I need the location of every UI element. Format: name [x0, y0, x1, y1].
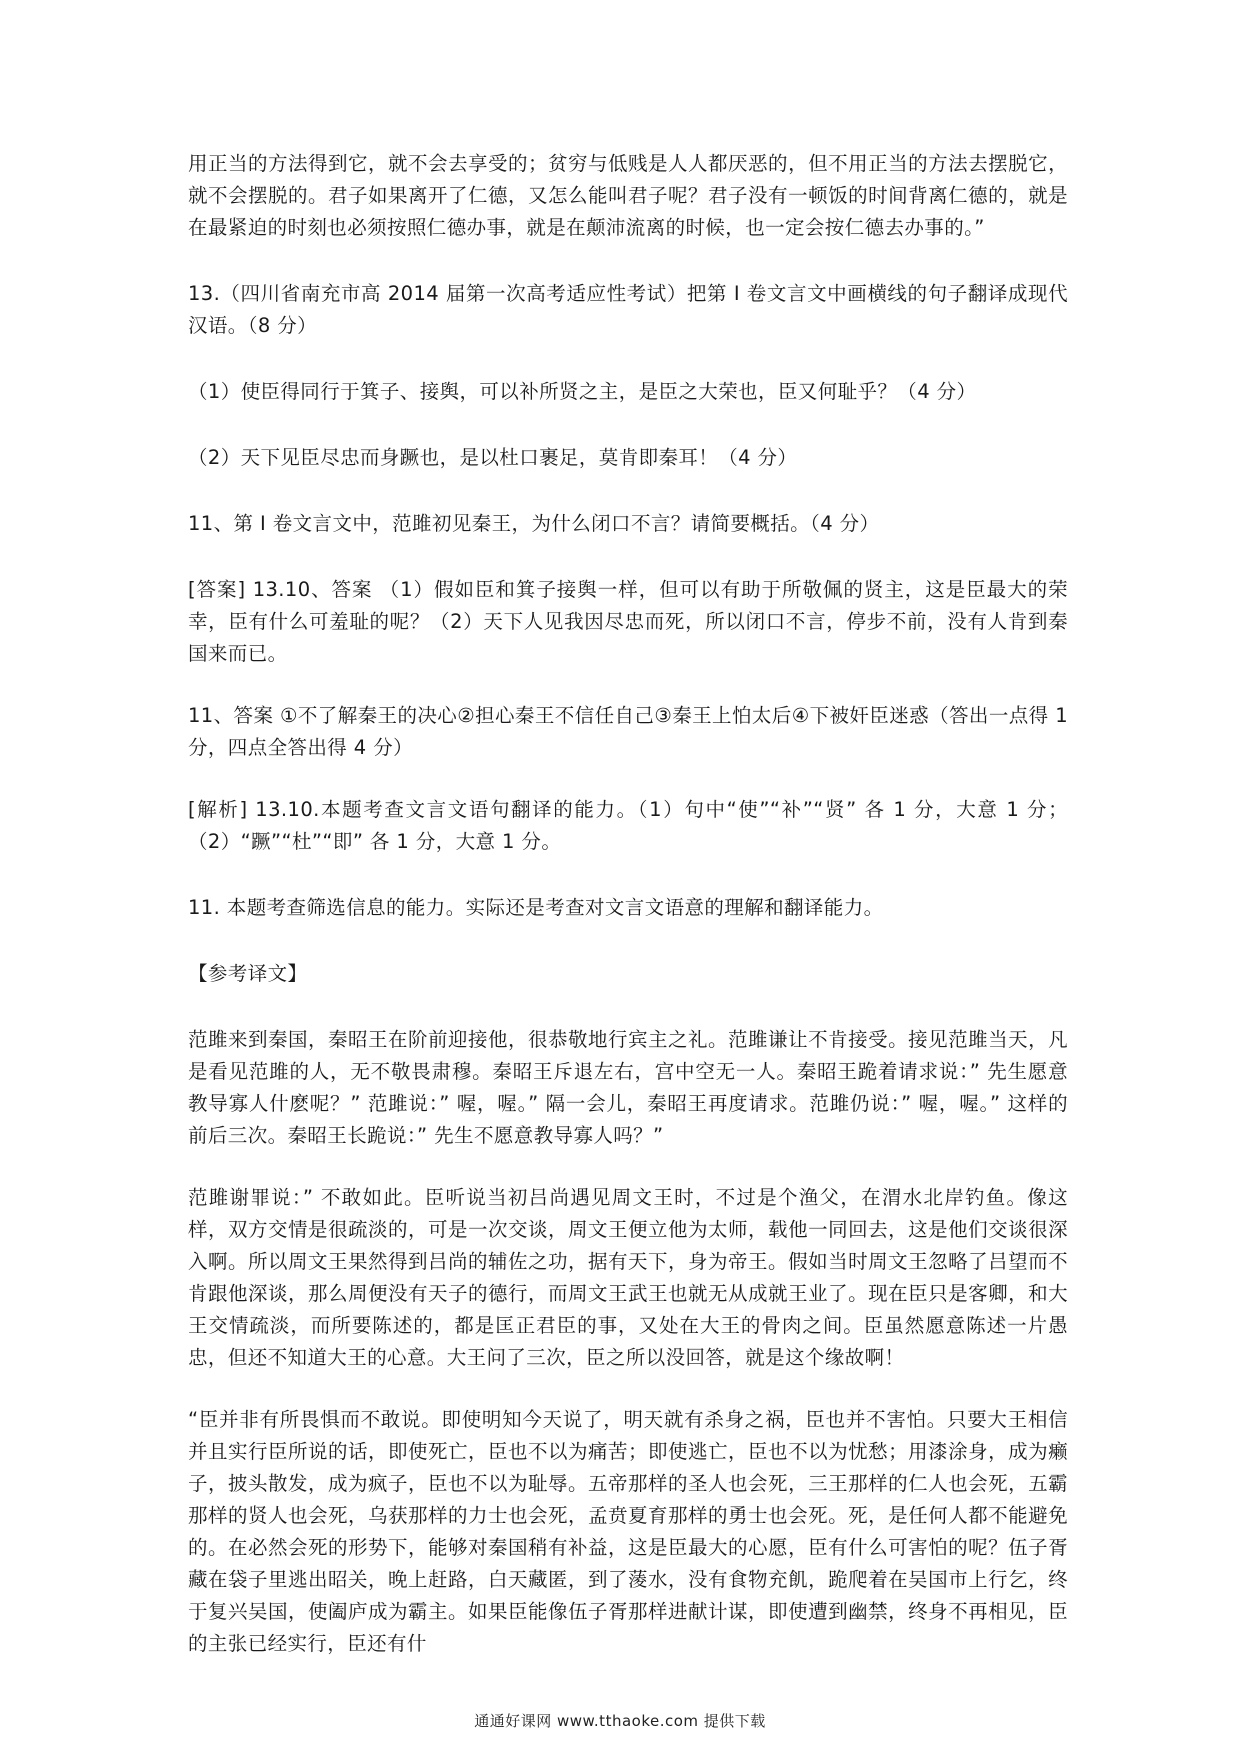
answer-11: 11、答案 ①不了解秦王的决心②担心秦王不信任自己③秦王上怕太后④下被奸臣迷惑（答出一点得 1 分，四点全答出得 4 分）	[188, 704, 1068, 759]
translation-paragraph-2: 范雎谢罪说：” 不敢如此。臣听说当初吕尚遇见周文王时，不过是个渔父，在渭水北岸钓鱼。像这样，双方交情是很疏淡的，可是一次交谈，周文王便立他为太师，载他一同回去，这是他们交谈很深入啊。所以周文王果然得到吕尚的辅佐之功，据有天下，身为帝王。假如当时周文王忽略了吕望而不肯跟他深谈，那么周便没有天子的德行，而周文王武王也就无从成就王业了。现在臣只是客卿，和大王交情疏淡，而所要陈述的，都是匡正君臣的事，又处在大王的骨肉之间。臣虽然愿意陈述一片愚忠，但还不知道大王的心意。大王问了三次，臣之所以没回答，就是这个缘故啊！	[188, 1186, 1068, 1369]
analysis-11: 11. 本题考查筛选信息的能力。实际还是考查对文言文语意的理解和翻译能力。	[188, 896, 884, 919]
translation-paragraph-3: “臣并非有所畏惧而不敢说。即使明知今天说了，明天就有杀身之祸，臣也并不害怕。只要大王相信并且实行臣所说的话，即使死亡，臣也不以为痛苦；即使逃亡，臣也不以为忧愁；用漆涂身，成为癞子，披头散发，成为疯子，臣也不以为耻辱。五帝那样的圣人也会死，三王那样的仁人也会死，五霸那样的贤人也会死，乌获那样的力士也会死，孟贲夏育那样的勇士也会死。死，是任何人都不能避免的。在必然会死的形势下，能够对秦国稍有补益，这是臣最大的心愿，臣有什么可害怕的呢？伍子胥藏在袋子里逃出昭关，晚上赶路，白天藏匿，到了蔆水，没有食物充飢，跪爬着在吴国市上行乞，终于复兴吴国，使阖庐成为霸主。如果臣能像伍子胥那样进献计谋，即使遭到幽禁，终身不再相见，臣的主张已经实行，臣还有什	[188, 1408, 1068, 1655]
translation-heading: 【参考译文】	[188, 962, 308, 985]
question-13-stem: 13.（四川省南充市高 2014 届第一次高考适应性考试）把第 I 卷文言文中画横线的句子翻译成现代汉语。（8 分）	[188, 282, 1068, 337]
paragraph-continuation: 用正当的方法得到它，就不会去享受的；贫穷与低贱是人人都厌恶的，但不用正当的方法去摆脱它，就不会摆脱的。君子如果离开了仁德，又怎么能叫君子呢？君子没有一顿饭的时间背离仁德的，就是在最紧迫的时刻也必须按照仁德办事，就是在颠沛流离的时候，也一定会按仁德去办事的。”	[188, 152, 1068, 239]
page-footer: 通通好课网 www.tthaoke.com 提供下载	[474, 1712, 766, 1730]
question-11-stem: 11、第 I 卷文言文中，范雎初见秦王，为什么闭口不言？请简要概括。（4 分）	[188, 512, 880, 535]
question-13-part-1: （1）使臣得同行于箕子、接舆，可以补所贤之主，是臣之大荣也，臣又何耻乎？（4 分）	[188, 380, 977, 403]
analysis-13: [解析] 13.10.本题考查文言文语句翻译的能力。（1）句中“使”“补”“贤” 各 1 分，大意 1 分；（2）“蹶”“杜”“即” 各 1 分，大意 1 分。	[188, 798, 1068, 853]
translation-paragraph-1: 范雎来到秦国，秦昭王在阶前迎接他，很恭敬地行宾主之礼。范雎谦让不肯接受。接见范雎当天，凡是看见范雎的人，无不敬畏肃穆。秦昭王斥退左右，宫中空无一人。秦昭王跪着请求说：” 先生愿意教导寡人什麽呢？” 范雎说：” 喔，喔。” 隔一会儿，秦昭王再度请求。范雎仍说：” 喔，喔。” 这样的前后三次。秦昭王长跪说：” 先生不愿意教导寡人吗？”	[188, 1028, 1068, 1147]
answer-13: [答案] 13.10、答案 （1）假如臣和箕子接舆一样，但可以有助于所敬佩的贤主，这是臣最大的荣幸，臣有什么可羞耻的呢？（2）天下人见我因尽忠而死，所以闭口不言，停步不前，没有人肯到秦国来而已。	[188, 578, 1068, 665]
question-13-part-2: （2）天下见臣尽忠而身蹶也，是以杜口裹足，莫肯即秦耳！（4 分）	[188, 446, 798, 469]
document-body	[188, 148, 1068, 1660]
